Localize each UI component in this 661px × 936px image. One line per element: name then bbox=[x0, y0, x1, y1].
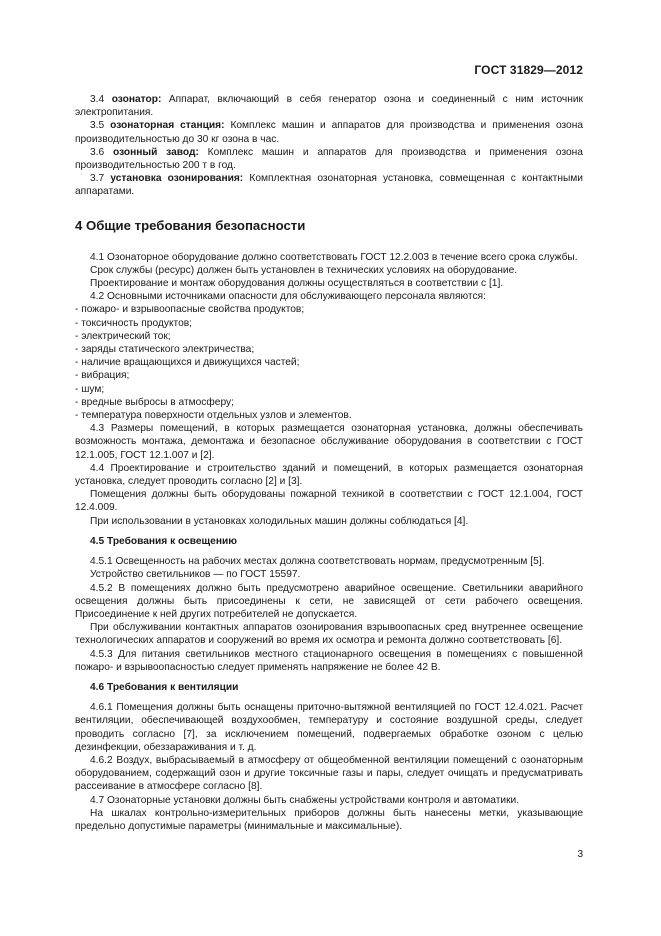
paragraph-4-5-3: 4.5.3 Для питания светильников местного стационарного освещения в помещениях с повышенной пожаро- и взрывоопасностью следует применять напряжение не более 42 В. bbox=[75, 648, 583, 673]
list-item: - наличие вращающихся и движущихся частей; bbox=[75, 357, 300, 369]
definition-3-5: 3.5 озонаторная станция: Комплекс машин и аппаратов для производства и применения озона производительностью до 30 кг озона в час. bbox=[75, 120, 584, 145]
list-item: - вредные выбросы в атмосферу; bbox=[75, 396, 234, 408]
paragraph-design: Проектирование и монтаж оборудования должны осуществляться в соответствии с [1]. bbox=[90, 278, 504, 290]
definition-3-6: 3.6 озонный завод: Комплекс машин и аппаратов для производства и применения озона производительностью 200 т в год. bbox=[75, 146, 583, 172]
list-item: - электрический ток; bbox=[75, 330, 171, 342]
paragraph-fire-equipment: Помещения должны быть оборудованы пожарной техникой в соответствии с ГОСТ 12.1.004, ГОСТ 12.4.009. bbox=[75, 489, 583, 514]
paragraph-4-2: 4.2 Основными источниками опасности для обслуживающего персонала являются: bbox=[90, 291, 486, 303]
paragraph-4-6-1: 4.6.1 Помещения должны быть оснащены приточно-вытяжной вентиляцией по ГОСТ 12.4.021. Расчет вентиляции, обеспечивающей воздухообмен, температуру и состояние воздушной среды, следует проводить согласно [7], за исключением помещений, подвергаемых обработке озоном с целью дезинфекции, обеззараживания и т. д. bbox=[75, 702, 583, 753]
subsection-4-5-title: 4.5 Требования к освещению bbox=[90, 535, 237, 547]
standard-header: ГОСТ 31829—2012 bbox=[474, 63, 583, 77]
list-item: - вибрация; bbox=[75, 370, 130, 382]
paragraph-4-1: 4.1 Озонаторное оборудование должно соответствовать ГОСТ 12.2.003 в течение всего срока службы. bbox=[90, 251, 578, 263]
paragraph-inspection-lighting: При обслуживании контактных аппаратов озонирования взрывоопасных сред внутреннее освещение технологических аппаратов и сооружений во время их осмотра и ремонта должно соответствовать [6]. bbox=[75, 622, 583, 647]
hazard-list bbox=[75, 303, 583, 422]
list-item: - заряды статического электричества; bbox=[75, 344, 255, 356]
paragraph-refrigeration: При использовании в установках холодильных машин должны соблюдаться [4]. bbox=[90, 515, 469, 527]
paragraph-4-5-1: 4.5.1 Освещенность на рабочих местах должна соответствовать нормам, предусмотренным [5]. bbox=[90, 556, 545, 568]
paragraph-4-3: 4.3 Размеры помещений, в которых размещается озонаторная установка, должны обеспечивать возможность монтажа, демонтажа и безопасное обслуживание оборудования в соответствии с ГОСТ 12.1.005, ГОСТ 12.1.007 и [2]. bbox=[75, 423, 583, 461]
list-item: - пожаро- и взрывоопасные свойства продуктов; bbox=[75, 304, 305, 316]
paragraph-4-7: 4.7 Озонаторные установки должны быть снабжены устройствами контроля и автоматики. bbox=[90, 794, 520, 806]
paragraph-lamps: Устройство светильников — по ГОСТ 15597. bbox=[90, 569, 301, 581]
document-body bbox=[75, 93, 583, 833]
paragraph-4-6-2: 4.6.2 Воздух, выбрасываемый в атмосферу от общеобменной вентиляции помещений с озонаторным оборудованием, содержащий озон и другие токсичные газы и пары, следует очищать и предусматривать рассеивание в атмосфере согласно [8]. bbox=[75, 754, 583, 793]
paragraph-4-4: 4.4 Проектирование и строительство зданий и помещений, в которых размещается озонаторная установка, следует проводить согласно [2] и [3]. bbox=[75, 462, 583, 488]
list-item: - температура поверхности отдельных узлов и элементов. bbox=[75, 410, 352, 422]
list-item: - токсичность продуктов; bbox=[75, 317, 192, 329]
list-item: - шум; bbox=[75, 383, 105, 395]
paragraph-service-life: Срок службы (ресурс) должен быть установлен в технических условиях на оборудование. bbox=[90, 264, 518, 276]
section-4-title: 4 Общие требования безопасности bbox=[75, 217, 306, 233]
page-number: 3 bbox=[577, 849, 583, 860]
paragraph-4-5-2: 4.5.2 В помещениях должно быть предусмотрено аварийное освещение. Светильники аварийного освещения должны быть присоединены к сети, не зависящей от сети рабочего освещения. Присоединение к ней других потребителей не допускается. bbox=[75, 582, 583, 620]
subsection-4-6-title: 4.6 Требования к вентиляции bbox=[90, 681, 239, 693]
definition-3-4: 3.4 озонатор: Аппарат, включающий в себя генератор озона и соединенный с ним источник электропитания. bbox=[75, 94, 583, 119]
definition-3-7: 3.7 установка озонирования: Комплектная озонаторная установка, совмещенная с контактными аппаратами. bbox=[75, 173, 583, 198]
paragraph-scales: На шкалах контрольно-измерительных приборов должны быть нанесены метки, указывающие предельно допустимые параметры (минимальные и максимальные). bbox=[75, 807, 583, 832]
